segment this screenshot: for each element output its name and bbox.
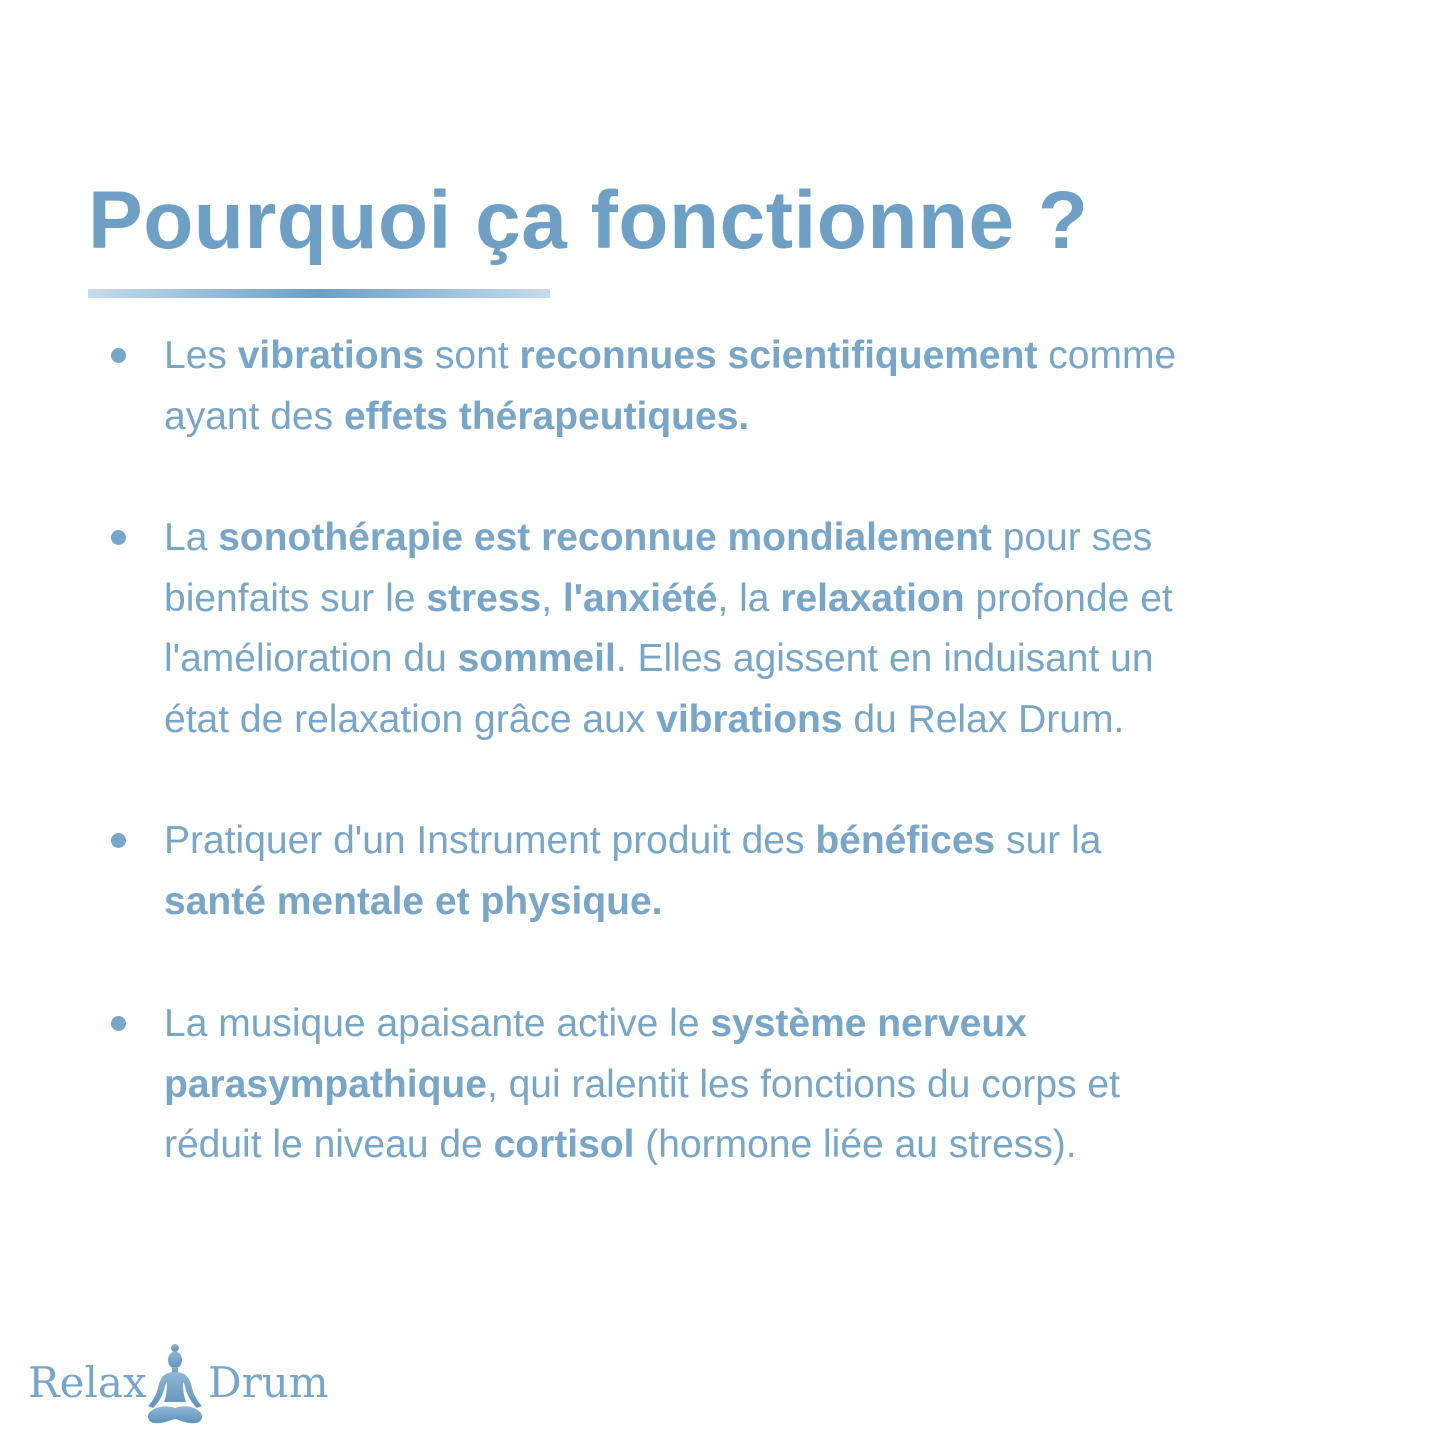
bullet-text [164, 326, 1404, 447]
page-title: Pourquoi ça fonctionne ? [88, 175, 1089, 266]
bullet-line [164, 569, 1404, 630]
bold-text: sonothérapie est reconnue mondialement [218, 516, 992, 559]
text: , [541, 576, 563, 620]
bullet-line [164, 872, 1404, 933]
bold-text: vibrations [237, 334, 425, 377]
bold-text: santé mentale et physique. [164, 879, 663, 923]
bullet-line [164, 387, 1404, 448]
bold-text: l'anxiété [562, 576, 718, 620]
bullet-item [164, 326, 1404, 447]
bullet-line [164, 508, 1404, 569]
bullet-line [164, 326, 1404, 387]
bullet-text [164, 994, 1404, 1176]
title-underline [88, 289, 550, 298]
bullet-item [164, 811, 1404, 932]
bullet-dot-icon [111, 530, 126, 545]
logo-word-drum: Drum [208, 1358, 329, 1407]
bullet-dot-icon [111, 1016, 126, 1031]
text: sur la [995, 819, 1102, 862]
bullet-line [164, 629, 1404, 690]
bullet-line [164, 994, 1404, 1055]
text: (hormone liée au stress). [634, 1123, 1077, 1166]
text: comme [1037, 334, 1177, 377]
bold-text: relaxation [780, 576, 965, 620]
bullet-text [164, 508, 1404, 750]
bold-text: sommeil [457, 637, 616, 680]
text: Les [164, 334, 238, 377]
relax-drum-logo [28, 1338, 328, 1428]
bullet-text [164, 811, 1404, 932]
bullet-line [164, 1115, 1404, 1176]
bold-text: bénéfices [815, 819, 996, 862]
bullet-dot-icon [111, 833, 126, 848]
bullet-item [164, 508, 1404, 750]
text: réduit le niveau de [164, 1123, 494, 1166]
bullet-dot-icon [111, 348, 126, 363]
text: . Elles agissent en induisant un [615, 637, 1154, 680]
text: bienfaits sur le [164, 576, 427, 620]
text: La [164, 516, 219, 559]
text: , la [717, 576, 781, 620]
text: , qui ralentit les fonctions du corps et [486, 1062, 1120, 1106]
text: ayant des [164, 394, 344, 438]
logo-word-relax: Relax [28, 1358, 147, 1407]
text: La musique apaisante active le [164, 1002, 711, 1045]
bold-text: reconnues scientifiquement [519, 334, 1038, 377]
bold-text: cortisol [493, 1123, 635, 1166]
text: du Relax Drum. [842, 697, 1125, 741]
text: l'amélioration du [164, 637, 458, 680]
bullet-line [164, 811, 1404, 872]
meditation-figure-icon [140, 1342, 210, 1428]
bold-text: effets thérapeutiques. [343, 394, 750, 438]
bold-text: stress [426, 576, 542, 620]
bold-text: parasympathique [164, 1062, 487, 1106]
bullet-item [164, 994, 1404, 1176]
bold-text: système nerveux [710, 1002, 1027, 1045]
text: sont [424, 334, 520, 377]
text: profonde et [964, 576, 1173, 620]
text: état de relaxation grâce aux [164, 697, 657, 741]
bullet-line [164, 1055, 1404, 1116]
text: pour ses [991, 516, 1153, 559]
bold-text: vibrations [656, 697, 843, 741]
text: Pratiquer d'un Instrument produit des [164, 819, 816, 862]
bullet-line [164, 690, 1404, 751]
